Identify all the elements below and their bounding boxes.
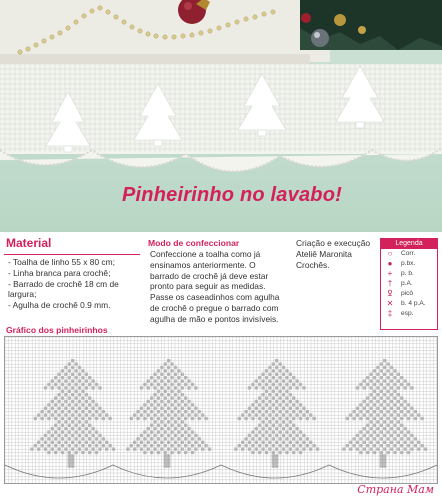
plus-icon: + — [387, 269, 393, 278]
legend-row — [381, 269, 437, 279]
material-item: largura; — [8, 289, 37, 300]
pattern-grid — [5, 337, 438, 484]
legend-label: picô — [401, 290, 414, 297]
material-item: - Barrado de crochê 18 cm de — [8, 278, 119, 289]
page-title: Pinheirinho no lavabo! — [122, 184, 342, 206]
legend-row — [381, 289, 437, 299]
material-heading: Material — [6, 236, 52, 250]
legend-row — [381, 249, 437, 259]
material-item: - Linha branca para crochê; — [8, 267, 111, 278]
modo-heading: Modo de confeccionar — [148, 238, 240, 248]
modo-text: Confeccione a toalha como já ensinamos anteriormente. O barrado de crochê já deve estar pronto para seguir as medidas. Passe os caseadinhos com agulha de crochê o pregue o barrado com agulha de mão e pontos invisíveis. — [150, 249, 280, 324]
legend-title: Legenda — [381, 239, 437, 249]
material-item: - Toalha de linho 55 x 80 cm; — [8, 257, 115, 267]
legend-row — [381, 279, 437, 289]
legend-row — [381, 309, 437, 319]
legend-label: p.A. — [401, 280, 413, 287]
legend-label: p. b. — [401, 270, 414, 277]
picot-icon: ꝿ — [387, 289, 393, 298]
material-item: - Agulha de crochê 0.9 mm. — [8, 300, 111, 311]
watermark: Страна Мам — [357, 483, 434, 496]
legend-row — [381, 299, 437, 309]
pine-branch-icon — [300, 0, 442, 50]
chart-tree-motifs — [30, 359, 427, 468]
stitch-t-icon: † — [387, 279, 393, 288]
legend-label: esp. — [401, 310, 414, 317]
credits-text: Criação e execução Ateliê Maronita Crochês. — [296, 238, 371, 270]
legend-label: b. 4 p.A. — [401, 300, 426, 307]
legend-label: p.bx. — [401, 260, 416, 267]
pattern-chart — [4, 336, 438, 484]
legend-row — [381, 259, 437, 269]
oval-icon: ○ — [387, 249, 393, 258]
legend-label: Corr. — [401, 250, 416, 257]
double-t-icon: ‡ — [387, 309, 393, 318]
towel-hem — [0, 54, 310, 64]
product-photo — [0, 0, 442, 232]
dot-icon: ● — [387, 259, 393, 268]
cross-icon: ✕ — [386, 299, 394, 308]
linen-towel — [0, 0, 330, 62]
stitch-legend — [380, 238, 438, 330]
chart-heading: Gráfico dos pinheirinhos — [6, 325, 108, 335]
material-list — [4, 254, 140, 320]
